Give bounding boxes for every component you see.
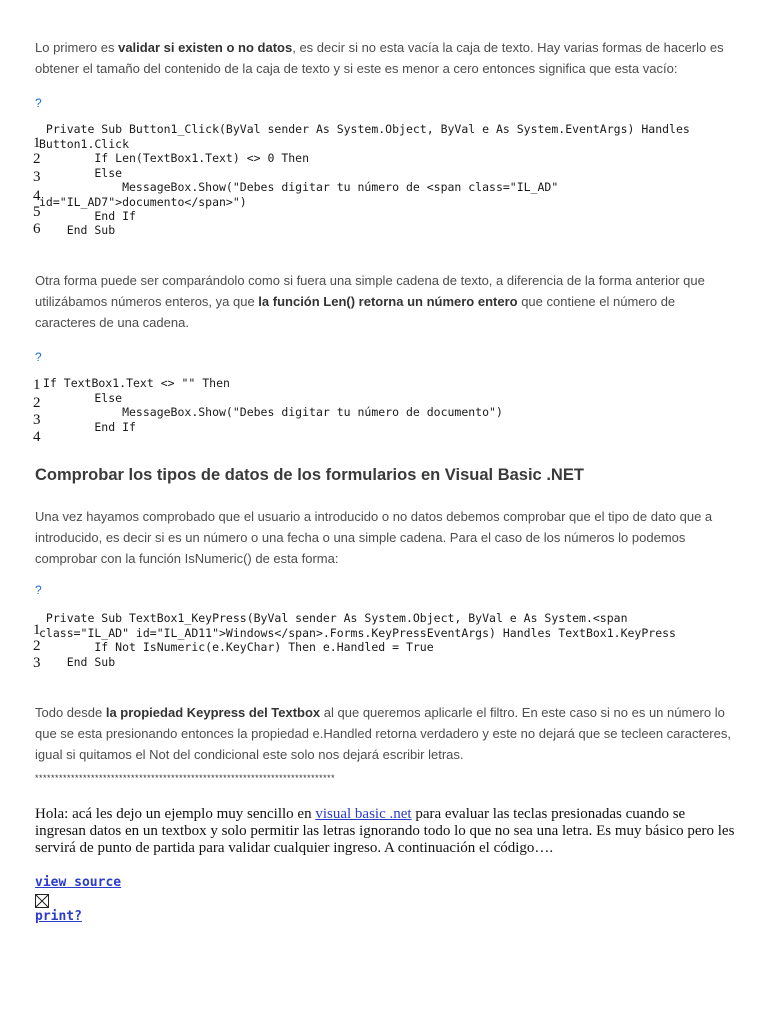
code-line: End Sub xyxy=(39,655,116,669)
line-number: 1 xyxy=(33,135,41,151)
view-source-link[interactable]: view source xyxy=(35,875,122,890)
comparison-paragraph xyxy=(35,270,735,333)
text: Hola: acá les dejo un ejemplo muy sencillo en xyxy=(35,806,316,822)
text: Lo primero es xyxy=(35,40,119,55)
keypress-paragraph xyxy=(35,702,735,765)
code-block-3 xyxy=(35,611,735,671)
code-help-link[interactable]: ? xyxy=(35,350,42,364)
isnumeric-paragraph: Una vez hayamos comprobado que el usuario a introducido o no datos debemos comprobar que el tipo de dato que a introducido, es decir si es un número o una fecha o una simple cadena. Para el caso de los números lo podemos comprobar con la función IsNumeric() de esta forma: xyxy=(35,509,713,566)
line-number: 3 xyxy=(33,169,41,185)
line-number: 2 xyxy=(33,638,41,654)
bold-text: la propiedad Keypress del Textbox xyxy=(105,705,321,720)
separator-stars: *************************************************************************** xyxy=(35,773,336,783)
section-heading: Comprobar los tipos de datos de los formularios en Visual Basic .NET xyxy=(35,466,584,484)
text: Todo desde xyxy=(35,705,106,720)
line-number: 1 xyxy=(33,377,41,393)
text: para evaluar las teclas presionadas cuando se ingresan datos en un textbox y solo permitir las letras ignorando todo lo que no sea una letra. Es muy básico pero les servirá de punto de partida para validar cualquier ingreso. A continuación el código…. xyxy=(35,806,735,856)
code-line: Private Sub Button1_Click(ByVal sender As System.Object, ByVal e As System.EventArgs) Handles xyxy=(39,122,690,136)
example-paragraph xyxy=(35,806,735,857)
code-line: End If xyxy=(39,209,136,223)
code-line: If TextBox1.Text <> "" Then xyxy=(43,376,230,390)
intro-paragraph xyxy=(35,37,735,79)
code-line: id="IL_AD7">documento</span>") xyxy=(39,195,247,209)
print-link[interactable]: print? xyxy=(35,909,82,924)
code-line: Else xyxy=(39,391,123,405)
code-line: Private Sub TextBox1_KeyPress(ByVal sender As System.Object, ByVal e As System.<span xyxy=(39,611,628,625)
bold-text: validar si existen o no datos xyxy=(118,40,293,55)
code-line: class="IL_AD" id="IL_AD11">Windows</span>.Forms.KeyPressEventArgs) Handles TextBox1.KeyPress xyxy=(39,626,676,640)
code-line: Else xyxy=(39,166,123,180)
text: que contiene el número de caracteres de una cadena. xyxy=(35,294,676,330)
code-block-2 xyxy=(35,376,735,446)
text: , es decir si no esta vacía la caja de texto. Hay varias formas de hacerlo es obtener el tamaño del contenido de la caja de texto y si este es menor a cero entonces significa que esta vacío: xyxy=(35,40,724,76)
broken-image-icon xyxy=(35,894,49,908)
code-line: End Sub xyxy=(39,223,116,237)
text: al que queremos aplicarle el filtro. En este caso si no es un número lo que se esta presionando entonces la propiedad e.Handled retorna verdadero y este no dejará que se tecleen caracteres, igual si quitamos el Not del condicional este solo nos dejará escribir letras. xyxy=(35,705,731,762)
code-help-link[interactable]: ? xyxy=(35,96,42,110)
code-help-link[interactable]: ? xyxy=(35,583,42,597)
code-line: Button1.Click xyxy=(39,137,130,151)
code-line: MessageBox.Show("Debes digitar tu número de documento") xyxy=(39,405,503,419)
line-number: 2 xyxy=(33,395,41,411)
code-line: MessageBox.Show("Debes digitar tu número de <span class="IL_AD" xyxy=(39,180,559,194)
visual-basic-link[interactable]: visual basic .net xyxy=(315,806,412,822)
line-number: 3 xyxy=(33,655,41,671)
line-number: 4 xyxy=(33,188,41,204)
code-line: If Not IsNumeric(e.KeyChar) Then e.Handled = True xyxy=(39,640,434,654)
line-number: 5 xyxy=(33,204,41,220)
code-block-1 xyxy=(35,122,735,242)
line-number: 4 xyxy=(33,429,41,445)
code-line: End If xyxy=(39,420,136,434)
code-line: If Len(TextBox1.Text) <> 0 Then xyxy=(39,151,310,165)
bold-text: la función Len() retorna un número entero xyxy=(258,294,518,309)
line-number: 3 xyxy=(33,412,41,428)
text: Otra forma puede ser comparándolo como si fuera una simple cadena de texto, a diferencia de la forma anterior que utilizábamos números enteros, ya que xyxy=(35,273,705,309)
line-number: 2 xyxy=(33,151,41,167)
line-number: 6 xyxy=(33,221,41,237)
line-number: 1 xyxy=(33,622,41,638)
